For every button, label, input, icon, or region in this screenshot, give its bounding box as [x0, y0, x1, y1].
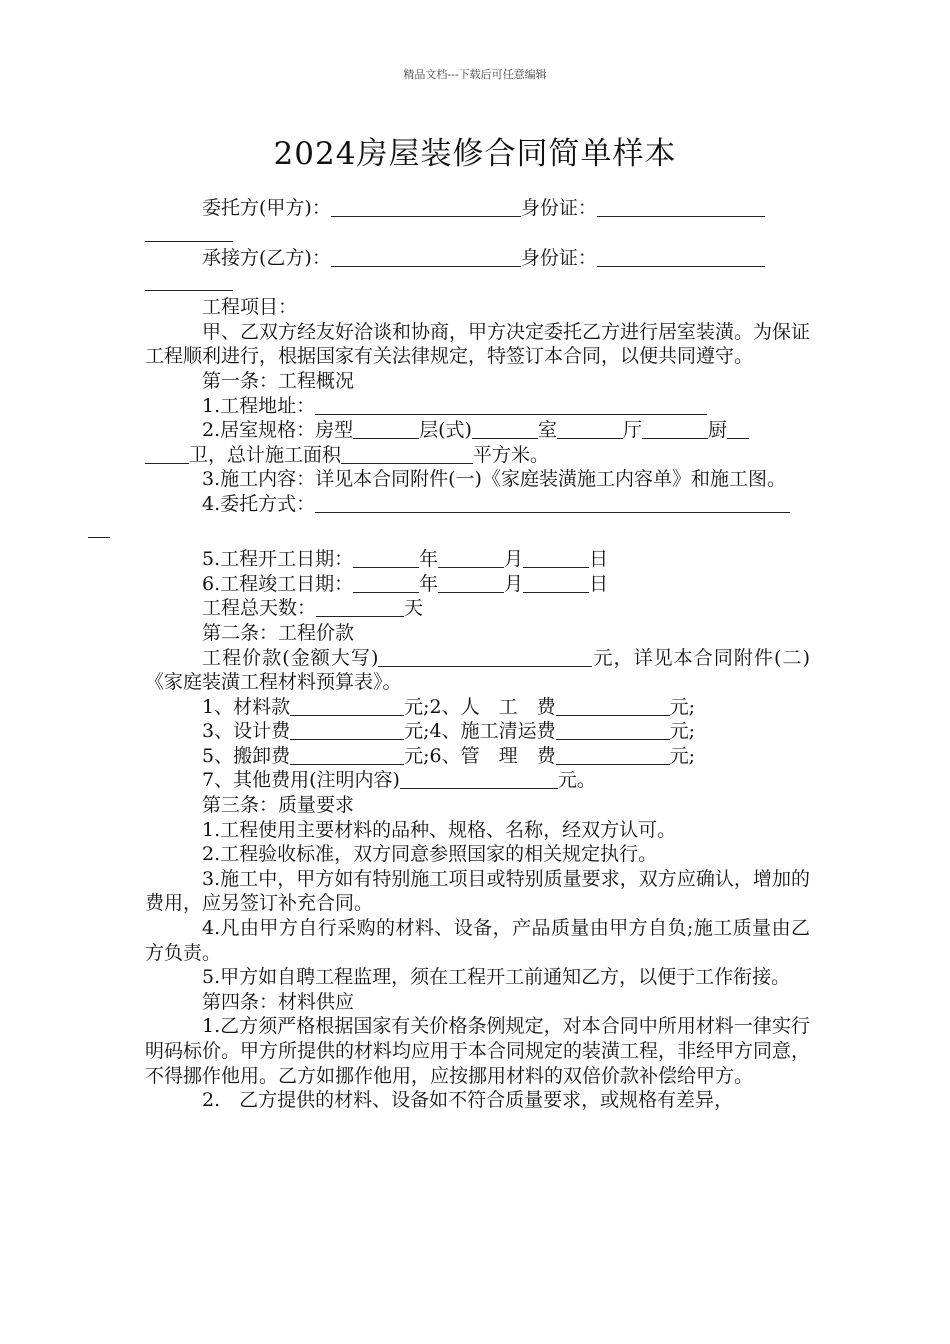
blank [353, 419, 419, 439]
fee-moving: 5、搬卸费 [202, 744, 291, 767]
article-3-item-2: 2.工程验收标准，双方同意参照国家的相关规定执行。 [202, 843, 658, 866]
project-label: 工程项目： [202, 296, 298, 319]
party-b-id-blank [597, 247, 765, 267]
price-label: 工程价款(金额大写) [202, 646, 379, 669]
article-4-item-1: 1.乙方须严格根据国家有关价格条例规定，对本合同中所用材料一律实行明码标价。甲方所提供的材料均应用于本合同规定的装潢工程，非经甲方同意，不得挪作他用。乙方如挪作他用，应按挪用材料的双倍价款补偿给甲方。 [145, 1015, 811, 1087]
blank [145, 444, 189, 464]
start-date-row [145, 547, 810, 572]
party-b-id-blank-continued [145, 270, 233, 291]
party-a-label: 委托方(甲方)： [202, 197, 331, 219]
party-a-id-blank-continued [145, 221, 233, 242]
fee-cleanup: 4、施工清运费 [429, 720, 556, 743]
blank [556, 696, 670, 716]
article-1-title: 第一条：工程概况 [202, 369, 355, 392]
commission-method-row [145, 492, 810, 541]
blank [290, 745, 404, 765]
article-3-item-4: 4.凡由甲方自行采购的材料、设备，产品质量由甲方自负;施工质量由乙方负责。 [145, 917, 810, 964]
party-a-row [145, 196, 810, 221]
blank [290, 696, 404, 716]
area-label: 卫，总计施工面积 [189, 443, 342, 466]
party-b-row [145, 246, 810, 271]
address-blank [315, 395, 707, 415]
blank [523, 548, 589, 568]
kitchen-label: 厨 [708, 419, 728, 442]
end-date-row [145, 572, 810, 597]
address-row [145, 394, 810, 419]
blank [438, 573, 504, 593]
floor-label: 层(式) [419, 419, 472, 442]
yuan-label: 元; [404, 720, 430, 743]
start-date-label: 5.工程开工日期： [202, 548, 354, 571]
month-label: 月 [504, 548, 524, 571]
contract-body [145, 196, 810, 1113]
article-3-item-1: 1.工程使用主要材料的品种、规格、名称，经双方认可。 [202, 818, 677, 841]
document-title: 2024房屋装修合同简单样本 [273, 136, 677, 172]
hall-label: 厅 [622, 419, 642, 442]
room-label: 室 [537, 419, 557, 442]
fee-row-1 [145, 695, 810, 720]
area-unit: 平方米。 [473, 443, 550, 466]
party-a-id-label: 身份证： [520, 197, 597, 219]
fee-row-2 [145, 719, 810, 744]
total-days-label: 工程总天数： [202, 597, 317, 620]
yuan-label: 元。 [557, 769, 596, 792]
price-note: 元，详见本合同附件(二)《家庭装潢工程材料预算表》。 [145, 646, 810, 694]
intro-paragraph: 甲、乙双方经友好洽谈和协商，甲方决定委托乙方进行居室装潢。为保证工程顺利进行，根据国家有关法律规定，特签订本合同，以便共同遵守。 [145, 320, 811, 368]
article-3-item-5: 5.甲方如自聘工程监理，须在工程开工前通知乙方，以便于工作衔接。 [202, 966, 791, 989]
area-blank [341, 444, 473, 464]
yuan-label: 元; [669, 720, 695, 743]
end-date-label: 6.工程竣工日期： [202, 572, 354, 595]
blank [557, 419, 623, 439]
blank [438, 548, 504, 568]
party-b-id-label: 身份证： [520, 246, 597, 269]
year-label: 年 [419, 548, 439, 571]
fee-labor: 2、人 工 费 [429, 695, 556, 718]
blank [523, 573, 589, 593]
fee-management: 6、管 理 费 [429, 744, 556, 767]
month-label: 月 [504, 572, 524, 595]
party-a-name-blank [331, 197, 521, 217]
commission-method-label: 4.委托方式： [202, 492, 316, 515]
fee-row-3 [145, 744, 810, 769]
blank [642, 419, 708, 439]
party-a-id-blank [597, 197, 765, 217]
party-b-name-blank [331, 247, 521, 267]
blank [556, 745, 670, 765]
blank [316, 597, 404, 617]
total-days-row [145, 596, 810, 621]
fee-materials: 1、材料款 [202, 695, 291, 718]
article-3-item-3: 3.施工中，甲方如有特别施工项目或特别质量要求，双方应确认，增加的费用，应另签订补充合同。 [145, 867, 810, 915]
blank [727, 419, 749, 439]
article-4-item-2: 2. 乙方提供的材料、设备如不符合质量要求，或规格有差异， [202, 1089, 734, 1112]
price-row [145, 646, 810, 695]
fee-other: 7、其他费用(注明内容) [202, 769, 400, 792]
blank [290, 720, 404, 740]
blank [353, 573, 419, 593]
fee-row-4 [145, 768, 810, 793]
commission-method-blank [315, 493, 790, 513]
day-label: 日 [589, 548, 609, 571]
article-3-title: 第三条：质量要求 [202, 794, 355, 817]
yuan-label: 元; [669, 744, 695, 767]
page-header: 精品文档---下载后可任意编辑 [403, 68, 547, 81]
construction-content: 3.施工内容：详见本合同附件(一)《家庭装潢施工内容单》和施工图。 [202, 468, 786, 491]
blank [353, 548, 419, 568]
party-b-label: 承接方(乙方)： [202, 246, 331, 269]
blank [400, 769, 558, 789]
blank [472, 419, 538, 439]
price-blank [378, 647, 592, 667]
article-4-title: 第四条：材料供应 [202, 990, 355, 1013]
room-spec-row [145, 418, 810, 467]
blank [88, 518, 110, 538]
total-days-unit: 天 [404, 597, 424, 620]
blank [556, 720, 670, 740]
room-spec-label: 2.居室规格：房型 [202, 419, 354, 442]
yuan-label: 元; [404, 744, 430, 767]
yuan-label: 元; [404, 695, 430, 718]
day-label: 日 [589, 572, 609, 595]
year-label: 年 [419, 572, 439, 595]
article-2-title: 第二条：工程价款 [202, 621, 355, 644]
fee-design: 3、设计费 [202, 720, 291, 743]
address-label: 1.工程地址： [202, 394, 316, 417]
yuan-label: 元; [669, 695, 695, 718]
